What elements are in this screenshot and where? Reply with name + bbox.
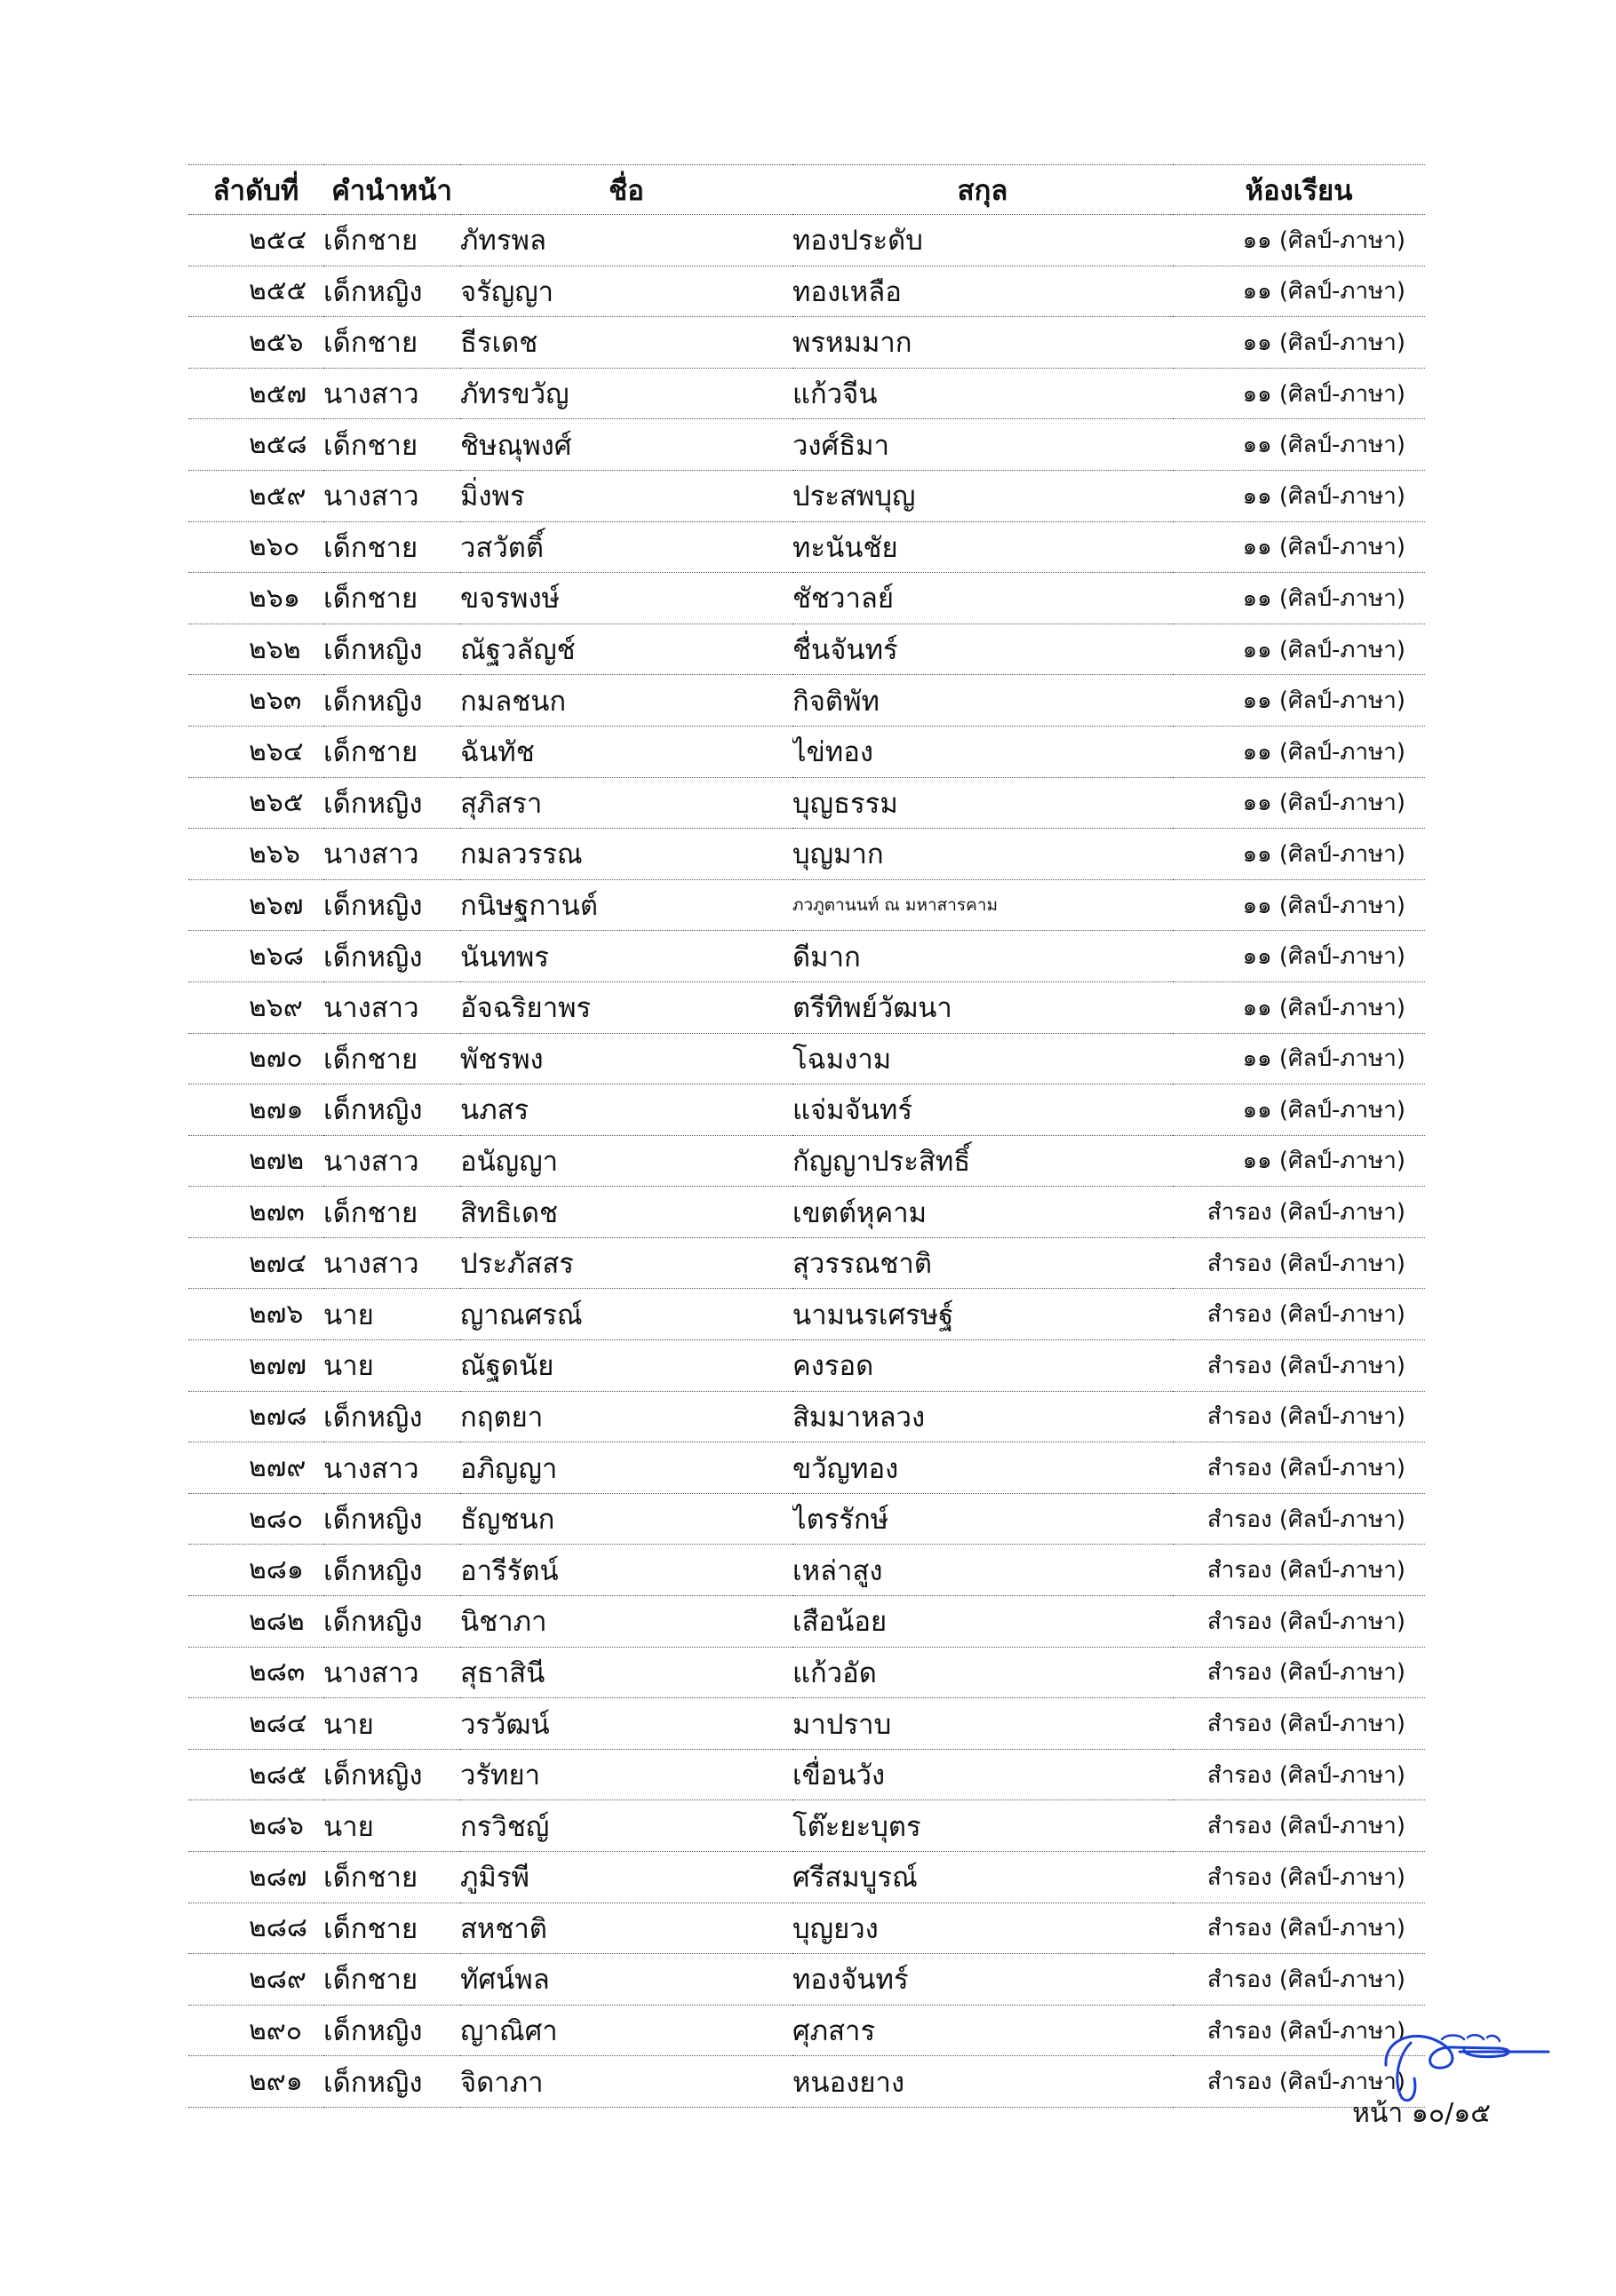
row-surname: โฉมงาม <box>792 1033 1173 1084</box>
row-classroom: ๑๑ (ศิลป์-ภาษา) <box>1173 777 1425 829</box>
header-classroom: ห้องเรียน <box>1173 165 1425 215</box>
row-classroom: สำรอง (ศิลป์-ภาษา) <box>1173 1289 1425 1340</box>
row-surname: ศรีสมบูรณ์ <box>792 1852 1173 1903</box>
table-row <box>188 981 1425 1033</box>
row-prefix: นาย <box>323 1289 460 1340</box>
row-first-name: ณัฐวลัญช์ <box>460 624 792 675</box>
row-number: ๒๕๖ <box>188 317 323 369</box>
table-row <box>188 726 1425 777</box>
row-prefix: เด็กหญิง <box>323 1391 460 1442</box>
row-number: ๒๗๓ <box>188 1187 323 1238</box>
row-first-name: อนัญญา <box>460 1135 792 1187</box>
row-first-name: วสวัตติ์ <box>460 521 792 573</box>
row-number: ๒๖๐ <box>188 521 323 573</box>
table-row <box>188 1545 1425 1596</box>
row-prefix: เด็กชาย <box>323 573 460 624</box>
row-surname: เขตต์หุคาม <box>792 1187 1173 1238</box>
page-number: หน้า ๑๐/๑๕ <box>1352 2098 1491 2129</box>
row-surname: คงรอด <box>792 1340 1173 1392</box>
row-surname: ประสพบุญ <box>792 470 1173 521</box>
row-classroom: สำรอง (ศิลป์-ภาษา) <box>1173 1852 1425 1903</box>
row-first-name: ธัญชนก <box>460 1493 792 1545</box>
row-number: ๒๖๘ <box>188 931 323 982</box>
row-surname: ดีมาก <box>792 931 1173 982</box>
row-number: ๒๘๖ <box>188 1800 323 1852</box>
row-classroom: ๑๑ (ศิลป์-ภาษา) <box>1173 624 1425 675</box>
row-surname: ทะนันชัย <box>792 521 1173 573</box>
row-number: ๒๕๘ <box>188 419 323 471</box>
row-prefix: นางสาว <box>323 1135 460 1187</box>
row-prefix: เด็กหญิง <box>323 1545 460 1596</box>
row-first-name: นันทพร <box>460 931 792 982</box>
row-surname: ขวัญทอง <box>792 1442 1173 1494</box>
table-row <box>188 1954 1425 2006</box>
table-row <box>188 470 1425 521</box>
row-prefix: นางสาว <box>323 470 460 521</box>
row-surname: ทองเหลือ <box>792 266 1173 317</box>
row-classroom: ๑๑ (ศิลป์-ภาษา) <box>1173 215 1425 266</box>
row-surname: โต๊ะยะบุตร <box>792 1800 1173 1852</box>
row-number: ๒๘๒ <box>188 1596 323 1648</box>
row-prefix: เด็กหญิง <box>323 2056 460 2108</box>
row-prefix: เด็กหญิง <box>323 1084 460 1136</box>
row-first-name: กมลวรรณ <box>460 829 792 880</box>
row-classroom: ๑๑ (ศิลป์-ภาษา) <box>1173 368 1425 419</box>
row-surname: เสือน้อย <box>792 1596 1173 1648</box>
row-surname: ตรีทิพย์วัฒนา <box>792 981 1173 1033</box>
table-row <box>188 1391 1425 1442</box>
table-row <box>188 624 1425 675</box>
signature-image <box>1375 2016 1553 2105</box>
row-first-name: กรวิชญ์ <box>460 1800 792 1852</box>
row-prefix: นางสาว <box>323 981 460 1033</box>
row-surname: กิจติพัท <box>792 675 1173 727</box>
row-first-name: ญาณศรณ์ <box>460 1289 792 1340</box>
row-prefix: เด็กชาย <box>323 1033 460 1084</box>
row-classroom: สำรอง (ศิลป์-ภาษา) <box>1173 1903 1425 1954</box>
table-row <box>188 317 1425 369</box>
table-row <box>188 1033 1425 1084</box>
row-classroom: สำรอง (ศิลป์-ภาษา) <box>1173 1545 1425 1596</box>
row-first-name: สหชาติ <box>460 1903 792 1954</box>
row-first-name: ฉันทัช <box>460 726 792 777</box>
table-row <box>188 1237 1425 1289</box>
table-header-row <box>188 165 1425 215</box>
table-row <box>188 879 1425 931</box>
row-surname: วงศ์ธิมา <box>792 419 1173 471</box>
row-first-name: กฤตยา <box>460 1391 792 1442</box>
table-row <box>188 266 1425 317</box>
row-number: ๒๘๕ <box>188 1749 323 1800</box>
row-classroom: สำรอง (ศิลป์-ภาษา) <box>1173 1493 1425 1545</box>
row-first-name: มิ่งพร <box>460 470 792 521</box>
row-classroom: ๑๑ (ศิลป์-ภาษา) <box>1173 573 1425 624</box>
row-prefix: เด็กหญิง <box>323 931 460 982</box>
row-prefix: นาย <box>323 1340 460 1392</box>
row-surname: ไตรรักษ์ <box>792 1493 1173 1545</box>
table-row <box>188 1289 1425 1340</box>
row-number: ๒๕๙ <box>188 470 323 521</box>
row-classroom: สำรอง (ศิลป์-ภาษา) <box>1173 1187 1425 1238</box>
row-prefix: เด็กชาย <box>323 1954 460 2006</box>
row-number: ๒๗๔ <box>188 1237 323 1289</box>
row-number: ๒๘๘ <box>188 1903 323 1954</box>
row-classroom: ๑๑ (ศิลป์-ภาษา) <box>1173 879 1425 931</box>
row-first-name: ณัฐดนัย <box>460 1340 792 1392</box>
table-row <box>188 1903 1425 1954</box>
row-surname: เขื่อนวัง <box>792 1749 1173 1800</box>
row-first-name: จรัญญา <box>460 266 792 317</box>
row-prefix: เด็กชาย <box>323 1187 460 1238</box>
row-classroom: ๑๑ (ศิลป์-ภาษา) <box>1173 521 1425 573</box>
row-prefix: นาย <box>323 1800 460 1852</box>
table-row <box>188 1135 1425 1187</box>
row-prefix: นางสาว <box>323 368 460 419</box>
row-classroom: สำรอง (ศิลป์-ภาษา) <box>1173 1391 1425 1442</box>
row-classroom: สำรอง (ศิลป์-ภาษา) <box>1173 1954 1425 2006</box>
row-number: ๒๘๑ <box>188 1545 323 1596</box>
row-surname: ศุภสาร <box>792 2005 1173 2056</box>
row-classroom: ๑๑ (ศิลป์-ภาษา) <box>1173 829 1425 880</box>
row-surname: มาปราบ <box>792 1698 1173 1750</box>
row-number: ๒๙๑ <box>188 2056 323 2108</box>
row-classroom: ๑๑ (ศิลป์-ภาษา) <box>1173 266 1425 317</box>
row-surname: นามนรเศรษฐ์ <box>792 1289 1173 1340</box>
row-prefix: เด็กหญิง <box>323 2005 460 2056</box>
row-number: ๒๖๕ <box>188 777 323 829</box>
row-number: ๒๖๓ <box>188 675 323 727</box>
row-prefix: เด็กชาย <box>323 726 460 777</box>
row-number: ๒๗๑ <box>188 1084 323 1136</box>
row-classroom: ๑๑ (ศิลป์-ภาษา) <box>1173 931 1425 982</box>
row-classroom: สำรอง (ศิลป์-ภาษา) <box>1173 1698 1425 1750</box>
row-first-name: ภูมิรพี <box>460 1852 792 1903</box>
row-first-name: ขจรพงษ์ <box>460 573 792 624</box>
row-surname: ไข่ทอง <box>792 726 1173 777</box>
row-prefix: เด็กหญิง <box>323 624 460 675</box>
row-surname: แก้วอัด <box>792 1647 1173 1698</box>
row-number: ๒๗๗ <box>188 1340 323 1392</box>
row-classroom: สำรอง (ศิลป์-ภาษา) <box>1173 1340 1425 1392</box>
table-row <box>188 777 1425 829</box>
row-surname: พรหมมาก <box>792 317 1173 369</box>
row-prefix: นางสาว <box>323 1237 460 1289</box>
row-number: ๒๘๐ <box>188 1493 323 1545</box>
table-row <box>188 215 1425 266</box>
row-classroom: สำรอง (ศิลป์-ภาษา) <box>1173 2005 1425 2056</box>
row-classroom: ๑๑ (ศิลป์-ภาษา) <box>1173 470 1425 521</box>
row-first-name: นภสร <box>460 1084 792 1136</box>
row-prefix: เด็กหญิง <box>323 1596 460 1648</box>
row-first-name: วรัทยา <box>460 1749 792 1800</box>
row-prefix: เด็กหญิง <box>323 1493 460 1545</box>
row-classroom: สำรอง (ศิลป์-ภาษา) <box>1173 2056 1425 2108</box>
row-first-name: ชิษณุพงศ์ <box>460 419 792 471</box>
header-surname: สกุล <box>792 165 1173 215</box>
row-first-name: วรวัฒน์ <box>460 1698 792 1750</box>
row-first-name: ภัทรพล <box>460 215 792 266</box>
row-surname: บุญยวง <box>792 1903 1173 1954</box>
table-body <box>188 215 1425 2108</box>
table-row <box>188 368 1425 419</box>
row-number: ๒๘๓ <box>188 1647 323 1698</box>
row-classroom: ๑๑ (ศิลป์-ภาษา) <box>1173 1135 1425 1187</box>
row-prefix: เด็กชาย <box>323 521 460 573</box>
row-first-name: อารีรัตน์ <box>460 1545 792 1596</box>
row-surname: บุญธรรม <box>792 777 1173 829</box>
row-classroom: ๑๑ (ศิลป์-ภาษา) <box>1173 726 1425 777</box>
row-number: ๒๘๔ <box>188 1698 323 1750</box>
table-row <box>188 1698 1425 1750</box>
table-row <box>188 1749 1425 1800</box>
row-classroom: สำรอง (ศิลป์-ภาษา) <box>1173 1647 1425 1698</box>
row-classroom: สำรอง (ศิลป์-ภาษา) <box>1173 1749 1425 1800</box>
row-first-name: ภัทรขวัญ <box>460 368 792 419</box>
row-surname: ชัชวาลย์ <box>792 573 1173 624</box>
row-first-name: ธีรเดช <box>460 317 792 369</box>
row-prefix: เด็กหญิง <box>323 1749 460 1800</box>
row-prefix: เด็กหญิง <box>323 266 460 317</box>
table-row <box>188 1852 1425 1903</box>
row-classroom: ๑๑ (ศิลป์-ภาษา) <box>1173 981 1425 1033</box>
row-classroom: สำรอง (ศิลป์-ภาษา) <box>1173 1596 1425 1648</box>
table-row <box>188 1442 1425 1494</box>
row-first-name: ประภัสสร <box>460 1237 792 1289</box>
row-classroom: สำรอง (ศิลป์-ภาษา) <box>1173 1237 1425 1289</box>
row-number: ๒๗๖ <box>188 1289 323 1340</box>
table-row <box>188 931 1425 982</box>
table-row <box>188 829 1425 880</box>
row-first-name: นิชาภา <box>460 1596 792 1648</box>
row-first-name: อัจฉริยาพร <box>460 981 792 1033</box>
row-classroom: ๑๑ (ศิลป์-ภาษา) <box>1173 675 1425 727</box>
row-surname: แจ่มจันทร์ <box>792 1084 1173 1136</box>
table-row <box>188 1493 1425 1545</box>
table-row <box>188 1647 1425 1698</box>
row-number: ๒๖๔ <box>188 726 323 777</box>
row-first-name: ทัศน์พล <box>460 1954 792 2006</box>
row-number: ๒๖๙ <box>188 981 323 1033</box>
table-row <box>188 1800 1425 1852</box>
header-name: ชื่อ <box>460 165 792 215</box>
row-surname: หนองยาง <box>792 2056 1173 2108</box>
row-number: ๒๗๐ <box>188 1033 323 1084</box>
row-prefix: เด็กชาย <box>323 215 460 266</box>
row-number: ๒๖๖ <box>188 829 323 880</box>
table-row <box>188 521 1425 573</box>
row-number: ๒๖๒ <box>188 624 323 675</box>
row-prefix: เด็กหญิง <box>323 777 460 829</box>
row-first-name: จิดาภา <box>460 2056 792 2108</box>
row-prefix: เด็กชาย <box>323 1852 460 1903</box>
row-first-name: กมลชนก <box>460 675 792 727</box>
row-classroom: สำรอง (ศิลป์-ภาษา) <box>1173 1442 1425 1494</box>
row-first-name: สุธาสินี <box>460 1647 792 1698</box>
row-surname: บุญมาก <box>792 829 1173 880</box>
row-prefix: นางสาว <box>323 1647 460 1698</box>
row-number: ๒๘๗ <box>188 1852 323 1903</box>
row-surname: เหล่าสูง <box>792 1545 1173 1596</box>
table-row <box>188 1084 1425 1136</box>
table-row <box>188 419 1425 471</box>
row-first-name: สิทธิเดช <box>460 1187 792 1238</box>
row-number: ๒๕๕ <box>188 266 323 317</box>
row-number: ๒๖๗ <box>188 879 323 931</box>
row-prefix: เด็กชาย <box>323 317 460 369</box>
table-row <box>188 1187 1425 1238</box>
row-prefix: นางสาว <box>323 1442 460 1494</box>
table-row <box>188 2056 1425 2108</box>
row-first-name: พัชรพง <box>460 1033 792 1084</box>
row-first-name: อภิญญา <box>460 1442 792 1494</box>
row-surname: กัญญาประสิทธิ์ <box>792 1135 1173 1187</box>
row-number: ๒๕๗ <box>188 368 323 419</box>
header-prefix: คำนำหน้า <box>323 165 460 215</box>
row-prefix: เด็กหญิง <box>323 675 460 727</box>
row-number: ๒๙๐ <box>188 2005 323 2056</box>
row-number: ๒๘๙ <box>188 1954 323 2006</box>
row-first-name: ญาณิศา <box>460 2005 792 2056</box>
row-prefix: เด็กชาย <box>323 1903 460 1954</box>
row-number: ๒๗๙ <box>188 1442 323 1494</box>
student-roster-table <box>188 164 1425 2108</box>
row-classroom: ๑๑ (ศิลป์-ภาษา) <box>1173 1033 1425 1084</box>
row-prefix: เด็กหญิง <box>323 879 460 931</box>
row-classroom: ๑๑ (ศิลป์-ภาษา) <box>1173 1084 1425 1136</box>
row-number: ๒๖๑ <box>188 573 323 624</box>
row-surname: ทองจันทร์ <box>792 1954 1173 2006</box>
row-classroom: สำรอง (ศิลป์-ภาษา) <box>1173 1800 1425 1852</box>
row-number: ๒๗๘ <box>188 1391 323 1442</box>
row-surname: สิมมาหลวง <box>792 1391 1173 1442</box>
row-first-name: กนิษฐกานต์ <box>460 879 792 931</box>
table-row <box>188 573 1425 624</box>
header-no: ลำดับที่ <box>188 165 323 215</box>
row-prefix: เด็กชาย <box>323 419 460 471</box>
table-row <box>188 1340 1425 1392</box>
row-surname: แก้วจีน <box>792 368 1173 419</box>
table-row <box>188 675 1425 727</box>
row-classroom: ๑๑ (ศิลป์-ภาษา) <box>1173 419 1425 471</box>
row-surname: สุวรรณชาติ <box>792 1237 1173 1289</box>
table-row <box>188 2005 1425 2056</box>
row-surname: ภวภูตานนท์ ณ มหาสารคาม <box>792 879 1173 931</box>
row-number: ๒๗๒ <box>188 1135 323 1187</box>
row-surname: ทองประดับ <box>792 215 1173 266</box>
row-number: ๒๕๔ <box>188 215 323 266</box>
row-classroom: ๑๑ (ศิลป์-ภาษา) <box>1173 317 1425 369</box>
row-first-name: สุภิสรา <box>460 777 792 829</box>
row-surname: ชื่นจันทร์ <box>792 624 1173 675</box>
row-prefix: นาย <box>323 1698 460 1750</box>
row-prefix: นางสาว <box>323 829 460 880</box>
table-row <box>188 1596 1425 1648</box>
